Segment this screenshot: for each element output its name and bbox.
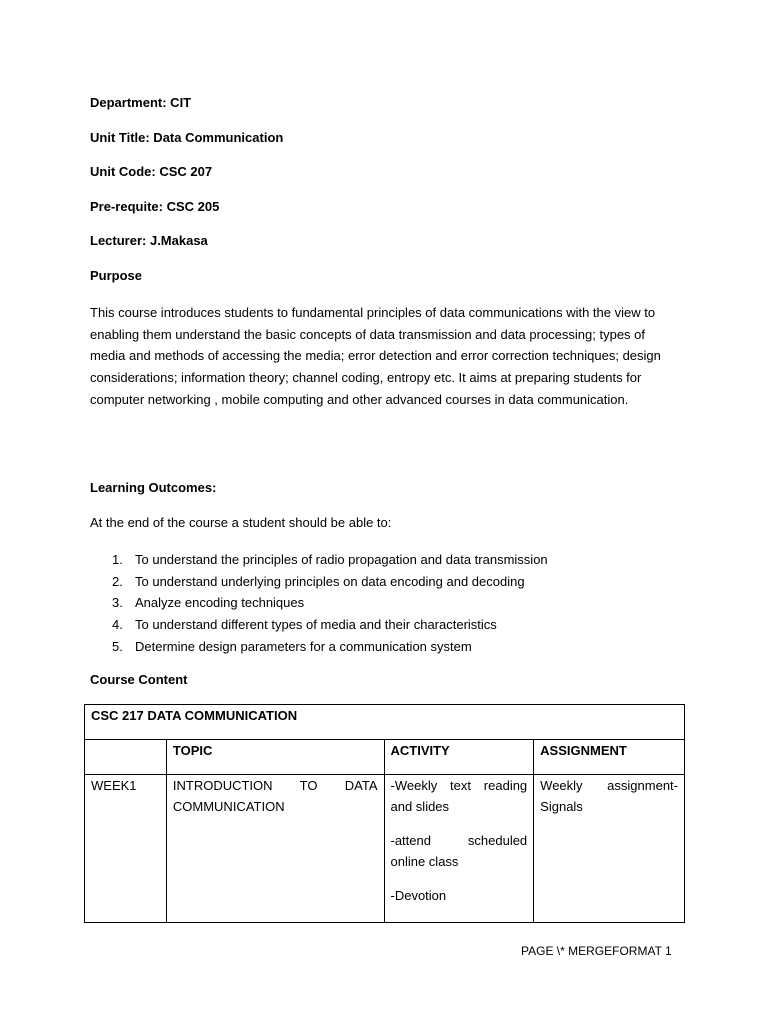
table-row xyxy=(85,775,685,923)
unit-title-line: Unit Title: Data Communication xyxy=(90,130,284,145)
unit-code-line: Unit Code: CSC 207 xyxy=(90,164,213,179)
list-item xyxy=(112,592,548,614)
topic-cell: INTRODUCTION TO DATA COMMUNICATION xyxy=(166,775,384,923)
activity-cell xyxy=(384,775,534,923)
list-item-text: Determine design parameters for a communication system xyxy=(135,638,472,654)
list-item-number: 1. xyxy=(112,552,123,567)
table-title-cell: CSC 217 DATA COMMUNICATION xyxy=(85,705,685,740)
list-item-number: 5. xyxy=(112,638,123,654)
list-item-number: 3. xyxy=(112,595,123,611)
list-item-text: To understand underlying principles on data encoding and decoding xyxy=(135,573,525,589)
purpose-heading: Purpose xyxy=(90,268,143,283)
list-item xyxy=(112,571,548,593)
header-cell-topic: TOPIC xyxy=(166,740,384,775)
week-cell: WEEK1 xyxy=(85,775,167,923)
department-line: Department: CIT xyxy=(90,95,192,110)
list-item-text: Analyze encoding techniques xyxy=(135,595,305,611)
header-cell-activity: ACTIVITY xyxy=(384,740,534,775)
list-item-text: To understand the principles of radio propagation and data transmission xyxy=(135,552,548,567)
list-item-number: 2. xyxy=(112,573,123,589)
course-content-heading: Course Content xyxy=(90,672,188,687)
activity-item: -Weekly text reading and slides xyxy=(390,778,528,814)
assignment-cell: Weekly assignment- Signals xyxy=(534,775,685,923)
table-header-row xyxy=(85,740,685,775)
activity-item: -Devotion xyxy=(390,888,447,903)
prerequisite-line: Pre-requite: CSC 205 xyxy=(90,199,220,214)
course-content-table xyxy=(84,704,685,923)
page-number-field: PAGE \* MERGEFORMAT 1 xyxy=(521,944,672,958)
outcomes-intro: At the end of the course a student should be able to: xyxy=(90,515,392,530)
activity-item: -attend scheduled online class xyxy=(390,833,528,869)
learning-outcomes-heading: Learning Outcomes: xyxy=(90,480,217,495)
list-item xyxy=(112,549,548,571)
header-cell-assignment: ASSIGNMENT xyxy=(534,740,685,775)
outcomes-list xyxy=(112,549,548,657)
list-item xyxy=(112,636,548,658)
header-cell-week xyxy=(85,740,167,775)
lecturer-line: Lecturer: J.Makasa xyxy=(90,233,208,248)
purpose-paragraph: This course introduces students to fundamental principles of data communications with the view to enabling them understand the basic concepts of data transmission and data processing; types of media and methods of accessing the media; error detection and error correction techniques; design considerations; information theory; channel coding, entropy etc. It aims at preparing students for computer networking , mobile computing and other advanced courses in data communication. xyxy=(90,305,661,407)
list-item-text: To understand different types of media and their characteristics xyxy=(135,617,497,633)
list-item-number: 4. xyxy=(112,617,123,633)
list-item xyxy=(112,614,548,636)
table-title-row xyxy=(85,705,685,740)
